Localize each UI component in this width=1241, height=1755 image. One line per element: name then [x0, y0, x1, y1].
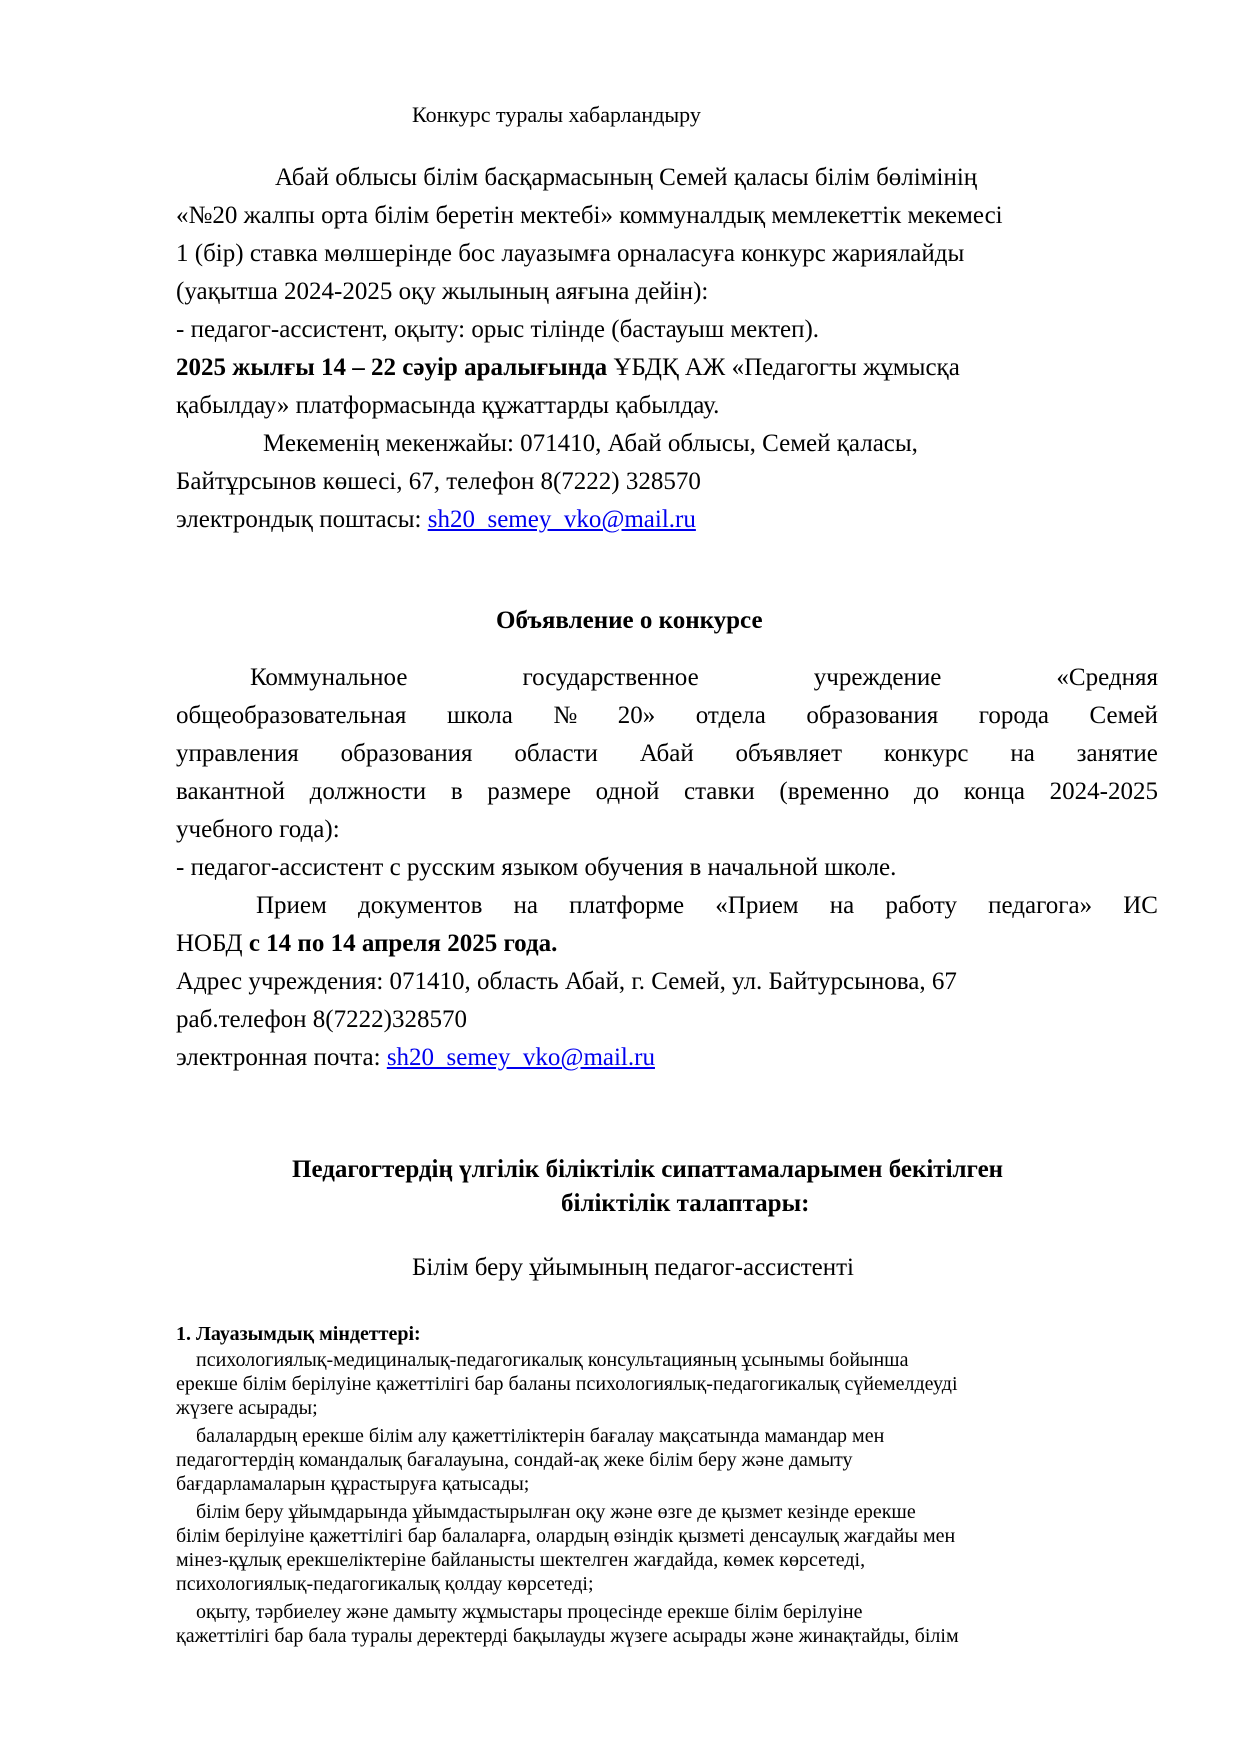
- kz-dates-bold: 2025 жылғы 14 – 22 сәуір аралығында: [176, 354, 608, 381]
- req-line: қажеттілігі бар бала туралы деректерді бақылауды жүзеге асырады және жинақтайды, білім: [176, 1625, 959, 1647]
- word: учреждение: [813, 664, 942, 691]
- word: школа: [446, 702, 513, 729]
- ru-docs-dates: с 14 по 14 апреля 2025 года.: [248, 930, 558, 957]
- kz-address-line: Мекеменің мекенжайы: 071410, Абай облысы, Семей қаласы,: [263, 430, 918, 457]
- kz-heading: Конкурс туралы хабарландыру: [412, 102, 701, 127]
- kz-paragraph-line: «№20 жалпы орта білім беретін мектебі» коммуналдық мемлекеттік мекемесі: [176, 202, 1003, 229]
- kz-email-line: [176, 505, 696, 535]
- word: педагога»: [988, 892, 1093, 919]
- req-subtitle: Білім беру ұйымының педагог-ассистенті: [412, 1254, 855, 1281]
- req-line: білім берілуіне қажеттілігі бар балаларға, олардың өзіндік қызметі денсаулық жағдайы мен: [176, 1525, 956, 1547]
- word: образования: [340, 740, 473, 767]
- word: вакантной: [176, 778, 285, 805]
- kz-paragraph-line: - педагог-ассистент, оқыту: орыс тілінде (бастауыш мектеп).: [176, 316, 820, 343]
- req-line: психологиялық-педагогикалық қолдау көрсетеді;: [176, 1573, 594, 1595]
- word: документов: [358, 892, 483, 919]
- req-line: білім беру ұйымдарында ұйымдастырылған оқу және өзге де қызмет кезінде ерекше: [196, 1501, 916, 1523]
- ru-paragraph-line: [250, 663, 1158, 693]
- word: (временно: [779, 778, 890, 805]
- req-title-line: Педагогтердің үлгілік біліктілік сипаттамаларымен бекітілген: [292, 1156, 1004, 1183]
- kz-dates-rest: ҰБДҚ АЖ «Педагогты жұмысқа: [613, 354, 960, 381]
- word: управления: [176, 740, 299, 767]
- word: конкурс: [883, 740, 969, 767]
- word: Семей: [1089, 702, 1158, 729]
- ru-email-line: [176, 1043, 655, 1073]
- req-line: балалардың ерекше білім алу қажеттіліктерін бағалау мақсатында мамандар мен: [196, 1425, 885, 1447]
- ru-email-label: электронная почта:: [176, 1044, 381, 1071]
- ru-paragraph-line: [176, 701, 1158, 731]
- word: 20»: [617, 702, 656, 729]
- word: до: [913, 778, 940, 805]
- ru-docs-line-2: [176, 929, 557, 959]
- ru-paragraph-line: учебного года):: [176, 816, 340, 843]
- word: «Средняя: [1056, 664, 1158, 691]
- word: государственное: [522, 664, 699, 691]
- req-title-line: біліктілік талаптары:: [561, 1190, 810, 1217]
- ru-paragraph-line: - педагог-ассистент с русским языком обучения в начальной школе.: [176, 854, 897, 881]
- ru-docs-line: [256, 891, 1158, 921]
- word: отдела: [695, 702, 766, 729]
- word: на: [1010, 740, 1035, 767]
- word: занятие: [1076, 740, 1158, 767]
- word: «Прием: [715, 892, 799, 919]
- kz-paragraph-line: 1 (бір) ставка мөлшерінде бос лауазымға орналасуға конкурс жариялайды: [176, 240, 965, 267]
- kz-paragraph-line: Абай облысы білім басқармасының Семей қаласы білім бөлімінің: [275, 164, 978, 191]
- word: одной: [595, 778, 660, 805]
- word: общеобразовательная: [176, 702, 407, 729]
- req-line: оқыту, тәрбиелеу және дамыту жұмыстары процесінде ерекше білім берілуіне: [196, 1601, 863, 1623]
- req-section-title: 1. Лауазымдық міндеттері:: [176, 1323, 421, 1345]
- word: города: [978, 702, 1050, 729]
- word: области: [514, 740, 598, 767]
- ru-docs-plain: НОБД: [176, 930, 243, 957]
- kz-address-line-2: Байтұрсынов көшесі, 67, телефон 8(7222) 328570: [176, 468, 701, 495]
- word: образования: [806, 702, 939, 729]
- word: в: [450, 778, 463, 805]
- kz-email-link[interactable]: sh20_semey_vko@mail.ru: [427, 506, 696, 533]
- req-line: жүзеге асырады;: [176, 1397, 318, 1419]
- kz-email-label: электрондық поштасы:: [176, 506, 422, 533]
- word: на: [829, 892, 855, 919]
- req-line: мінез-құлық ерекшеліктеріне байланысты шектелген жағдайда, көмек көрсетеді,: [176, 1549, 866, 1571]
- ru-address: Адрес учреждения: 071410, область Абай, г. Семей, ул. Байтурсынова, 67: [176, 968, 957, 995]
- word: размере: [487, 778, 571, 805]
- req-line: бағдарламаларын құрастыруға қатысады;: [176, 1473, 530, 1495]
- word: платформе: [569, 892, 685, 919]
- word: работу: [885, 892, 957, 919]
- req-line: ерекше білім берілуіне қажеттілігі бар баланы психологиялық-педагогикалық сүйемелдеуді: [176, 1373, 958, 1395]
- word: Абай: [639, 740, 694, 767]
- word: ставки: [683, 778, 755, 805]
- kz-paragraph-line: (уақытша 2024-2025 оқу жылының аяғына дейін):: [176, 278, 709, 305]
- kz-dates-line-2: қабылдау» платформасында құжаттарды қабылдау.: [176, 392, 720, 419]
- ru-paragraph-line: [176, 739, 1158, 769]
- word: объявляет: [735, 740, 843, 767]
- ru-heading: Объявление о конкурсе: [496, 607, 763, 634]
- ru-phone: раб.телефон 8(7222)328570: [176, 1006, 467, 1033]
- ru-email-link[interactable]: sh20_semey_vko@mail.ru: [386, 1044, 655, 1071]
- word: ИС: [1123, 892, 1158, 919]
- word: должности: [309, 778, 427, 805]
- kz-dates-line: [176, 353, 960, 383]
- word: Коммунальное: [250, 664, 408, 691]
- req-line: психологиялық-медициналық-педагогикалық консультацияның ұсынымы бойынша: [196, 1349, 909, 1371]
- word: Прием: [256, 892, 327, 919]
- word: 2024-2025: [1049, 778, 1158, 805]
- word: на: [513, 892, 539, 919]
- word: №: [553, 702, 578, 729]
- word: конца: [963, 778, 1026, 805]
- req-line: педагогтердің командалық бағалауына, сондай-ақ жеке білім беру және дамыту: [176, 1449, 853, 1471]
- ru-paragraph-line: [176, 777, 1158, 807]
